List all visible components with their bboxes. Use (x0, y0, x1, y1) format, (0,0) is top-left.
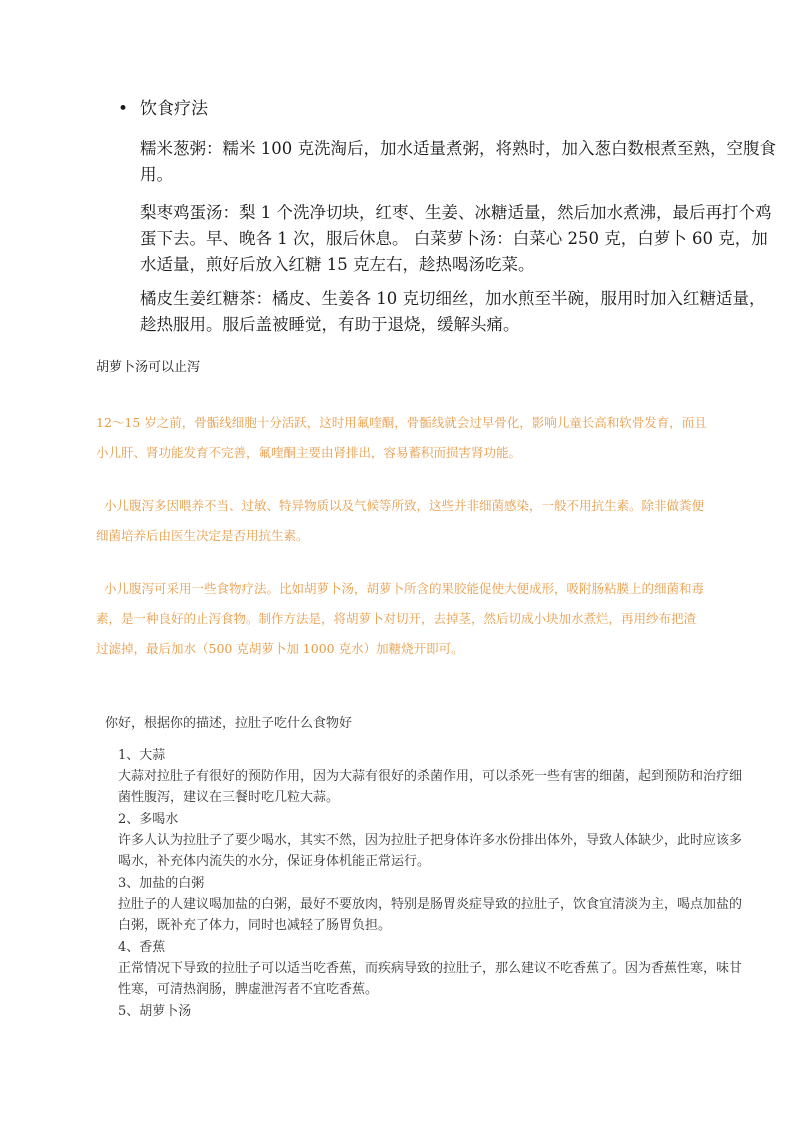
answer-intro: 你好，根据你的描述，拉肚子吃什么食物好 (105, 716, 353, 731)
recipe-paragraph-pear-jujube: 梨枣鸡蛋汤：梨 1 个洗净切块，红枣、生姜、冰糖适量，然后加水煮沸，最后再打个鸡蛋下去。早、晚各 1 次，服后休息。 白菜萝卜汤：白菜心 250 克，白萝卜 60 克，加水适量，煎好后放入红糖 15 克左右，趁热喝汤吃菜。 (140, 203, 772, 274)
recipe-paragraph-orange-peel: 橘皮生姜红糖茶：橘皮、生姜各 10 克切细丝，加水煎至半碗，服用时加入红糖适量，趁热服用。服后盖被睡觉，有助于退烧，缓解头痛。 (140, 289, 766, 334)
orange-paragraph-carrot-soup: 小儿腹泻可采用一些食物疗法。比如胡萝卜汤，胡萝卜所含的果胶能促使大便成形，吸附肠粘膜上的细菌和毒素，是一种良好的止泻食物。制作方法是，将胡萝卜对切开，去掉茎，然后切成小块加水煮烂，再用纱布把渣过滤掉，最后加水（500 克胡萝卜加 1000 克水）加糖烧开即可。 (96, 581, 705, 656)
list-item-body: 大蒜对拉肚子有很好的预防作用，因为大蒜有很好的杀菌作用，可以杀死一些有害的细菌，起到预防和治疗细菌性腹泻，建议在三餐时吃几粒大蒜。 (118, 769, 743, 805)
orange-paragraph-bone: 12～15 岁之前，骨骺线细胞十分活跃，这时用氟喹酮，骨骺线就会过早骨化，影响儿童长高和软骨发育，而且小儿肝、肾功能发育不完善，氟喹酮主要由肾排出，容易蓄积而损害肾功能。 (96, 415, 707, 460)
list-item-body: 许多人认为拉肚子了要少喝水，其实不然，因为拉肚子把身体许多水份排出体外，导致人体缺少，此时应该多喝水，补充体内流失的水分，保证身体机能正常运行。 (118, 833, 743, 869)
bullet-icon: • (118, 99, 129, 119)
list-item-body: 拉肚子的人建议喝加盐的白粥，最好不要放肉，特别是肠胃炎症导致的拉肚子，饮食宜清淡为主，喝点加盐的白粥，既补充了体力，同时也减轻了肠胃负担。 (118, 897, 743, 933)
recipe-paragraph-glutinous-rice: 糯米葱粥：糯米 100 克洗淘后，加水适量煮粥，将熟时，加入葱白数根煮至熟，空腹食用。 (140, 139, 776, 184)
list-item-title: 2、多喝水 (118, 812, 179, 827)
list-item-body: 正常情况下导致的拉肚子可以适当吃香蕉，而疾病导致的拉肚子，那么建议不吃香蕉了。因为香蕉性寒，味甘性寒，可清热润肠，脾虚泄泻者不宜吃香蕉。 (118, 961, 743, 997)
orange-paragraph-antibiotics: 小儿腹泻多因喂养不当、过敏、特异物质以及气候等所致，这些并非细菌感染，一般不用抗生素。除非做粪便细菌培养后由医生决定是否用抗生素。 (96, 498, 705, 543)
bullet-label: 饮食疗法 (140, 99, 208, 119)
list-item-title: 4、香蕉 (118, 940, 166, 955)
list-item-title: 1、大蒜 (118, 748, 166, 763)
carrot-soup-heading: 胡萝卜汤可以止泻 (96, 360, 201, 375)
diet-therapy-bullet (118, 96, 208, 122)
list-item-title: 3、加盐的白粥 (118, 876, 205, 891)
list-item-title: 5、胡萝卜汤 (118, 1004, 192, 1019)
